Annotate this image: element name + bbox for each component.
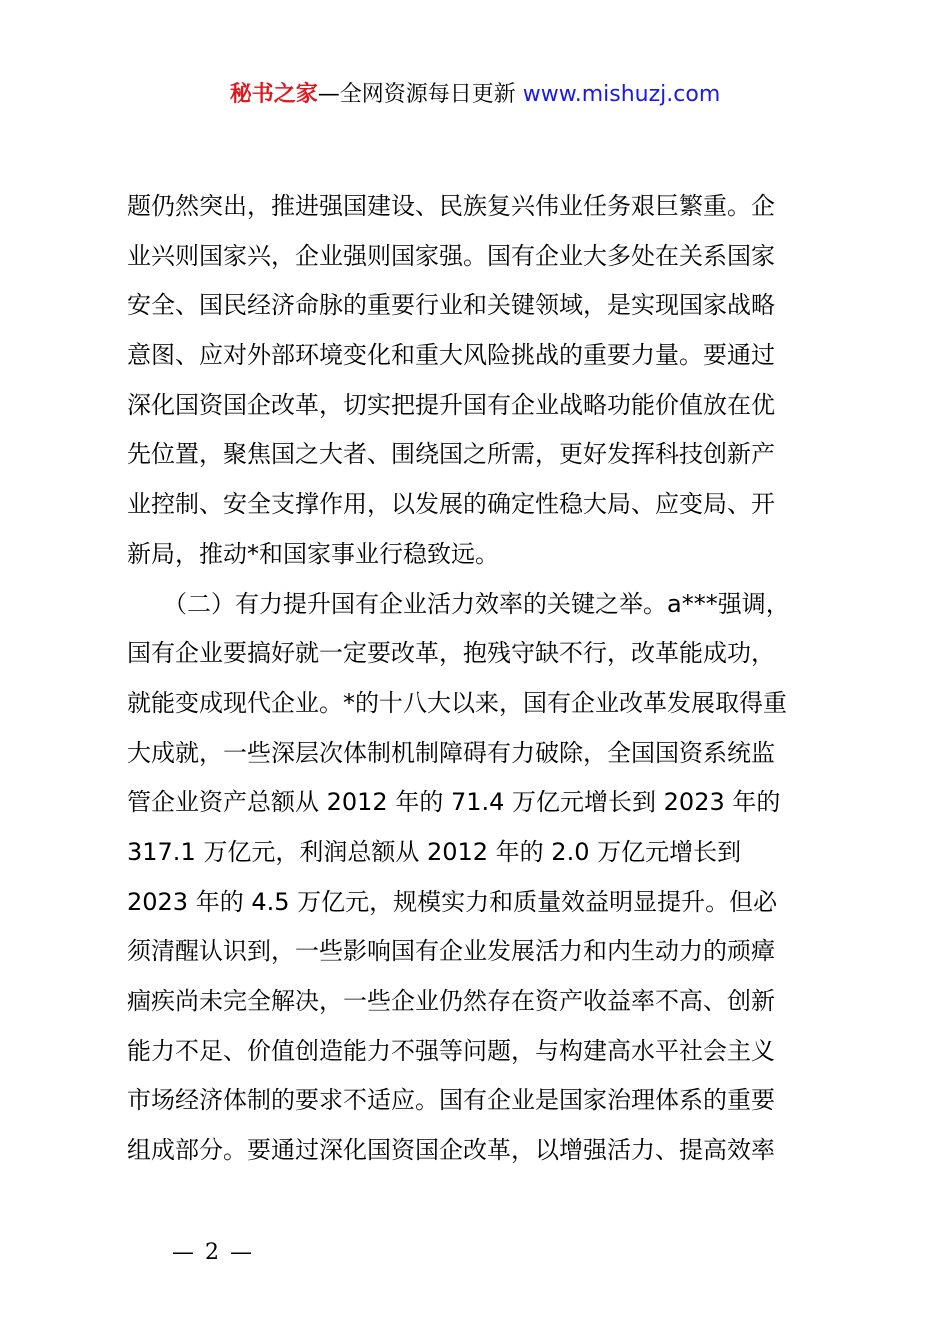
text-line: 组成部分。要通过深化国资国企改革，以增强活力、提高效率	[127, 1136, 775, 1165]
text-line: 先位置，聚焦国之大者、围绕国之所需，更好发挥科技创新产	[127, 440, 775, 469]
text-line: 能力不足、价值创造能力不强等问题，与构建高水平社会主义	[127, 1036, 775, 1065]
text-line: 业兴则国家兴，企业强则国家强。国有企业大多处在关系国家	[127, 241, 775, 270]
text-line: 大成就，一些深层次体制机制障碍有力破除，全国国资系统监	[127, 738, 775, 767]
document-body	[127, 182, 847, 1176]
text-line: 国有企业要搞好就一定要改革，抱残守缺不行，改革能成功，	[127, 639, 775, 668]
text-line: 管企业资产总额从 2012 年的 71.4 万亿元增长到 2023 年的	[127, 788, 781, 817]
text-line: 2023 年的 4.5 万亿元，规模实力和质量效益明显提升。但必	[127, 887, 778, 916]
text-line: 安全、国民经济命脉的重要行业和关键领域，是实现国家战略	[127, 291, 775, 320]
site-url-link[interactable]: www.mishuzj.com	[522, 82, 721, 107]
site-header	[0, 78, 950, 112]
text-line: 须清醒认识到，一些影响国有企业发展活力和内生动力的顽瘴	[127, 937, 775, 966]
page-number: — 2 —	[172, 1240, 254, 1265]
text-line: 痼疾尚未完全解决，一些企业仍然存在资产收益率不高、创新	[127, 987, 775, 1015]
section-heading-line: （二）有力提升国有企业活力效率的关键之举。a***强调，	[127, 589, 790, 618]
text-line: 市场经济体制的要求不适应。国有企业是国家治理体系的重要	[127, 1086, 775, 1115]
header-tagline: —全网资源每日更新	[317, 82, 516, 107]
text-line: 就能变成现代企业。*的十八大以来，国有企业改革发展取得重	[127, 688, 787, 717]
text-line: 业控制、安全支撑作用，以发展的确定性稳大局、应变局、开	[127, 490, 775, 519]
text-line: 317.1 万亿元，利润总额从 2012 年的 2.0 万亿元增长到	[127, 837, 742, 866]
brand-name: 秘书之家	[229, 82, 318, 107]
text-line: 深化国资国企改革，切实把提升国有企业战略功能价值放在优	[127, 390, 775, 419]
text-line: 题仍然突出，推进强国建设、民族复兴伟业任务艰巨繁重。企	[127, 192, 775, 220]
text-line: 新局，推动*和国家事业行稳致远。	[127, 539, 499, 568]
text-line: 意图、应对外部环境变化和重大风险挑战的重要力量。要通过	[127, 341, 775, 370]
